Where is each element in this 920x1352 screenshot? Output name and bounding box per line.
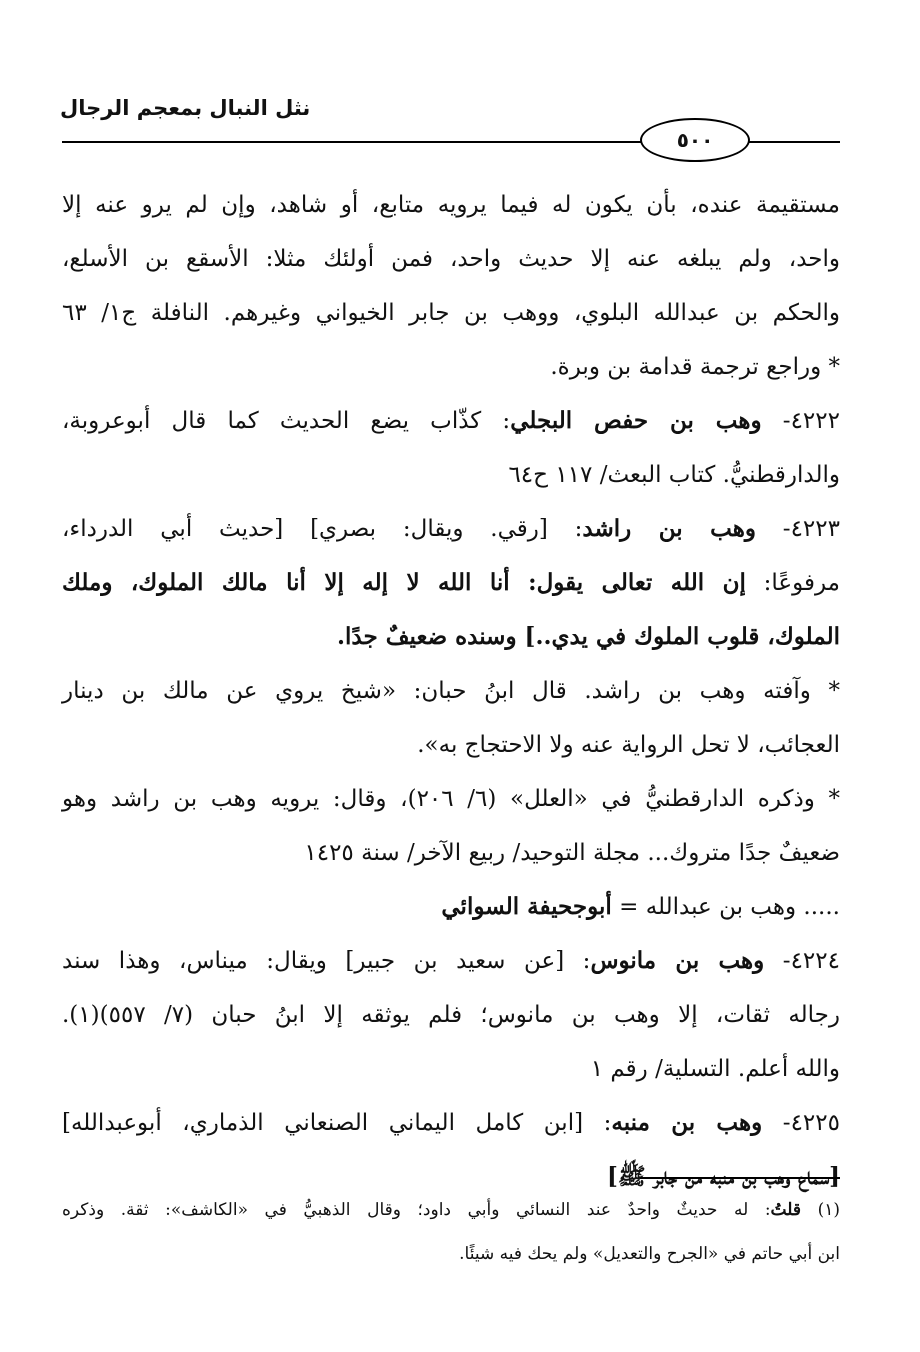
text-line: رجاله ثقات، إلا وهب بن مانوس؛ فلم يوثقه إلا ابنُ حبان (٧/ ٥٥٧)(١). — [62, 1002, 841, 1028]
footnote-marker: (١) — [801, 1200, 840, 1220]
main-text — [62, 178, 840, 1204]
entry-4225-heading — [62, 1096, 840, 1150]
footnote-line: ابن أبي حاتم في «الجرح والتعديل» ولم يحك فيه شيئًا. — [459, 1244, 840, 1264]
entry-text: : [ابن كامل اليماني الصنعاني الذماري، أبوعبدالله] — [62, 1110, 612, 1136]
entry-text: : كذّاب يضع الحديث كما قال أبوعروبة، — [62, 408, 511, 434]
hadith-text: إن الله تعالى يقول: أنا الله لا إله إلا أنا مالك الملوك، وملك — [62, 569, 746, 596]
entry-name: وهب بن مانوس — [590, 947, 765, 974]
hadith-line: الملوك، قلوب الملوك في يدي..] وسنده ضعيفٌ جدًا. — [337, 623, 840, 650]
entry-4222-heading — [62, 394, 840, 448]
text-line: واحد، ولم يبلغه عنه إلا حديث واحد، فمن أولئك مثلا: الأسقع بن الأسلع، — [62, 246, 840, 272]
footnote-lead: قلتُ — [770, 1200, 801, 1220]
text-line: ضعيفٌ جدًا متروك... مجلة التوحيد/ ربيع الآخر/ سنة ١٤٢٥ — [304, 840, 840, 866]
text-line: والدارقطنيُّ. كتاب البعث/ ١١٧ ح٦٤ — [508, 462, 840, 488]
entry-number: ٤٢٢٢- — [761, 408, 840, 434]
entry-4224-heading — [62, 934, 840, 988]
text-segment: ..... وهب بن عبدالله = — [611, 894, 840, 920]
footnote-text: : له حديثٌ واحدٌ عند النسائي وأبي داود؛ وقال الذهبيُّ في «الكاشف»: ثقة. وذكره — [62, 1200, 771, 1220]
footnotes — [62, 1188, 840, 1276]
footnote-rule — [640, 1177, 840, 1179]
page-number-text: ٥٠٠ — [676, 128, 714, 152]
text-line: مستقيمة عنده، بأن يكون له فيما يرويه متابع، أو شاهد، وإن لم يرو عنه إلا — [62, 192, 840, 218]
text-line: والحكم بن عبدالله البلوي، ووهب بن جابر الخيواني وغيرهم. النافلة ج١/ ٦٣ — [62, 300, 840, 326]
text-segment: مرفوعًا: — [745, 570, 840, 596]
entry-text: : [رقي. ويقال: بصري] [حديث أبي الدرداء، — [62, 516, 583, 542]
footnote-1 — [62, 1188, 840, 1232]
entry-number: ٤٢٢٣- — [755, 516, 840, 542]
text-line: العجائب، لا تحل الرواية عنه ولا الاحتجاج به». — [417, 732, 840, 758]
page-number — [640, 118, 750, 162]
entry-number: ٤٢٢٥- — [762, 1110, 840, 1136]
entry-name: وهب بن منبه — [611, 1109, 763, 1136]
entry-4223-heading — [62, 502, 840, 556]
running-header-title: نثل النبال بمعجم الرجال — [60, 96, 311, 120]
cross-reference-line — [62, 880, 840, 934]
subheading-line: [سماع وهب بن منبه من جابر ﷺ] — [607, 1163, 840, 1190]
entry-text: : [عن سعيد بن جبير] ويقال: ميناس، وهذا سند — [62, 948, 591, 974]
entry-name: وهب بن راشد — [582, 515, 756, 542]
text-line: والله أعلم. التسلية/ رقم ١ — [590, 1056, 840, 1082]
text-line: * وذكره الدارقطنيُّ في «العلل» (٦/ ٢٠٦)، وقال: يرويه وهب بن راشد وهو — [62, 786, 841, 812]
entry-name: وهب بن حفص البجلي — [510, 407, 762, 434]
text-line: * وآفته وهب بن راشد. قال ابنُ حبان: «شيخ يروي عن مالك بن دينار — [62, 678, 840, 704]
text-line: * وراجع ترجمة قدامة بن وبرة. — [550, 354, 840, 380]
hadith-line — [62, 556, 840, 610]
cross-reference-name: أبوجحيفة السوائي — [441, 893, 612, 920]
entry-number: ٤٢٢٤- — [764, 948, 840, 974]
